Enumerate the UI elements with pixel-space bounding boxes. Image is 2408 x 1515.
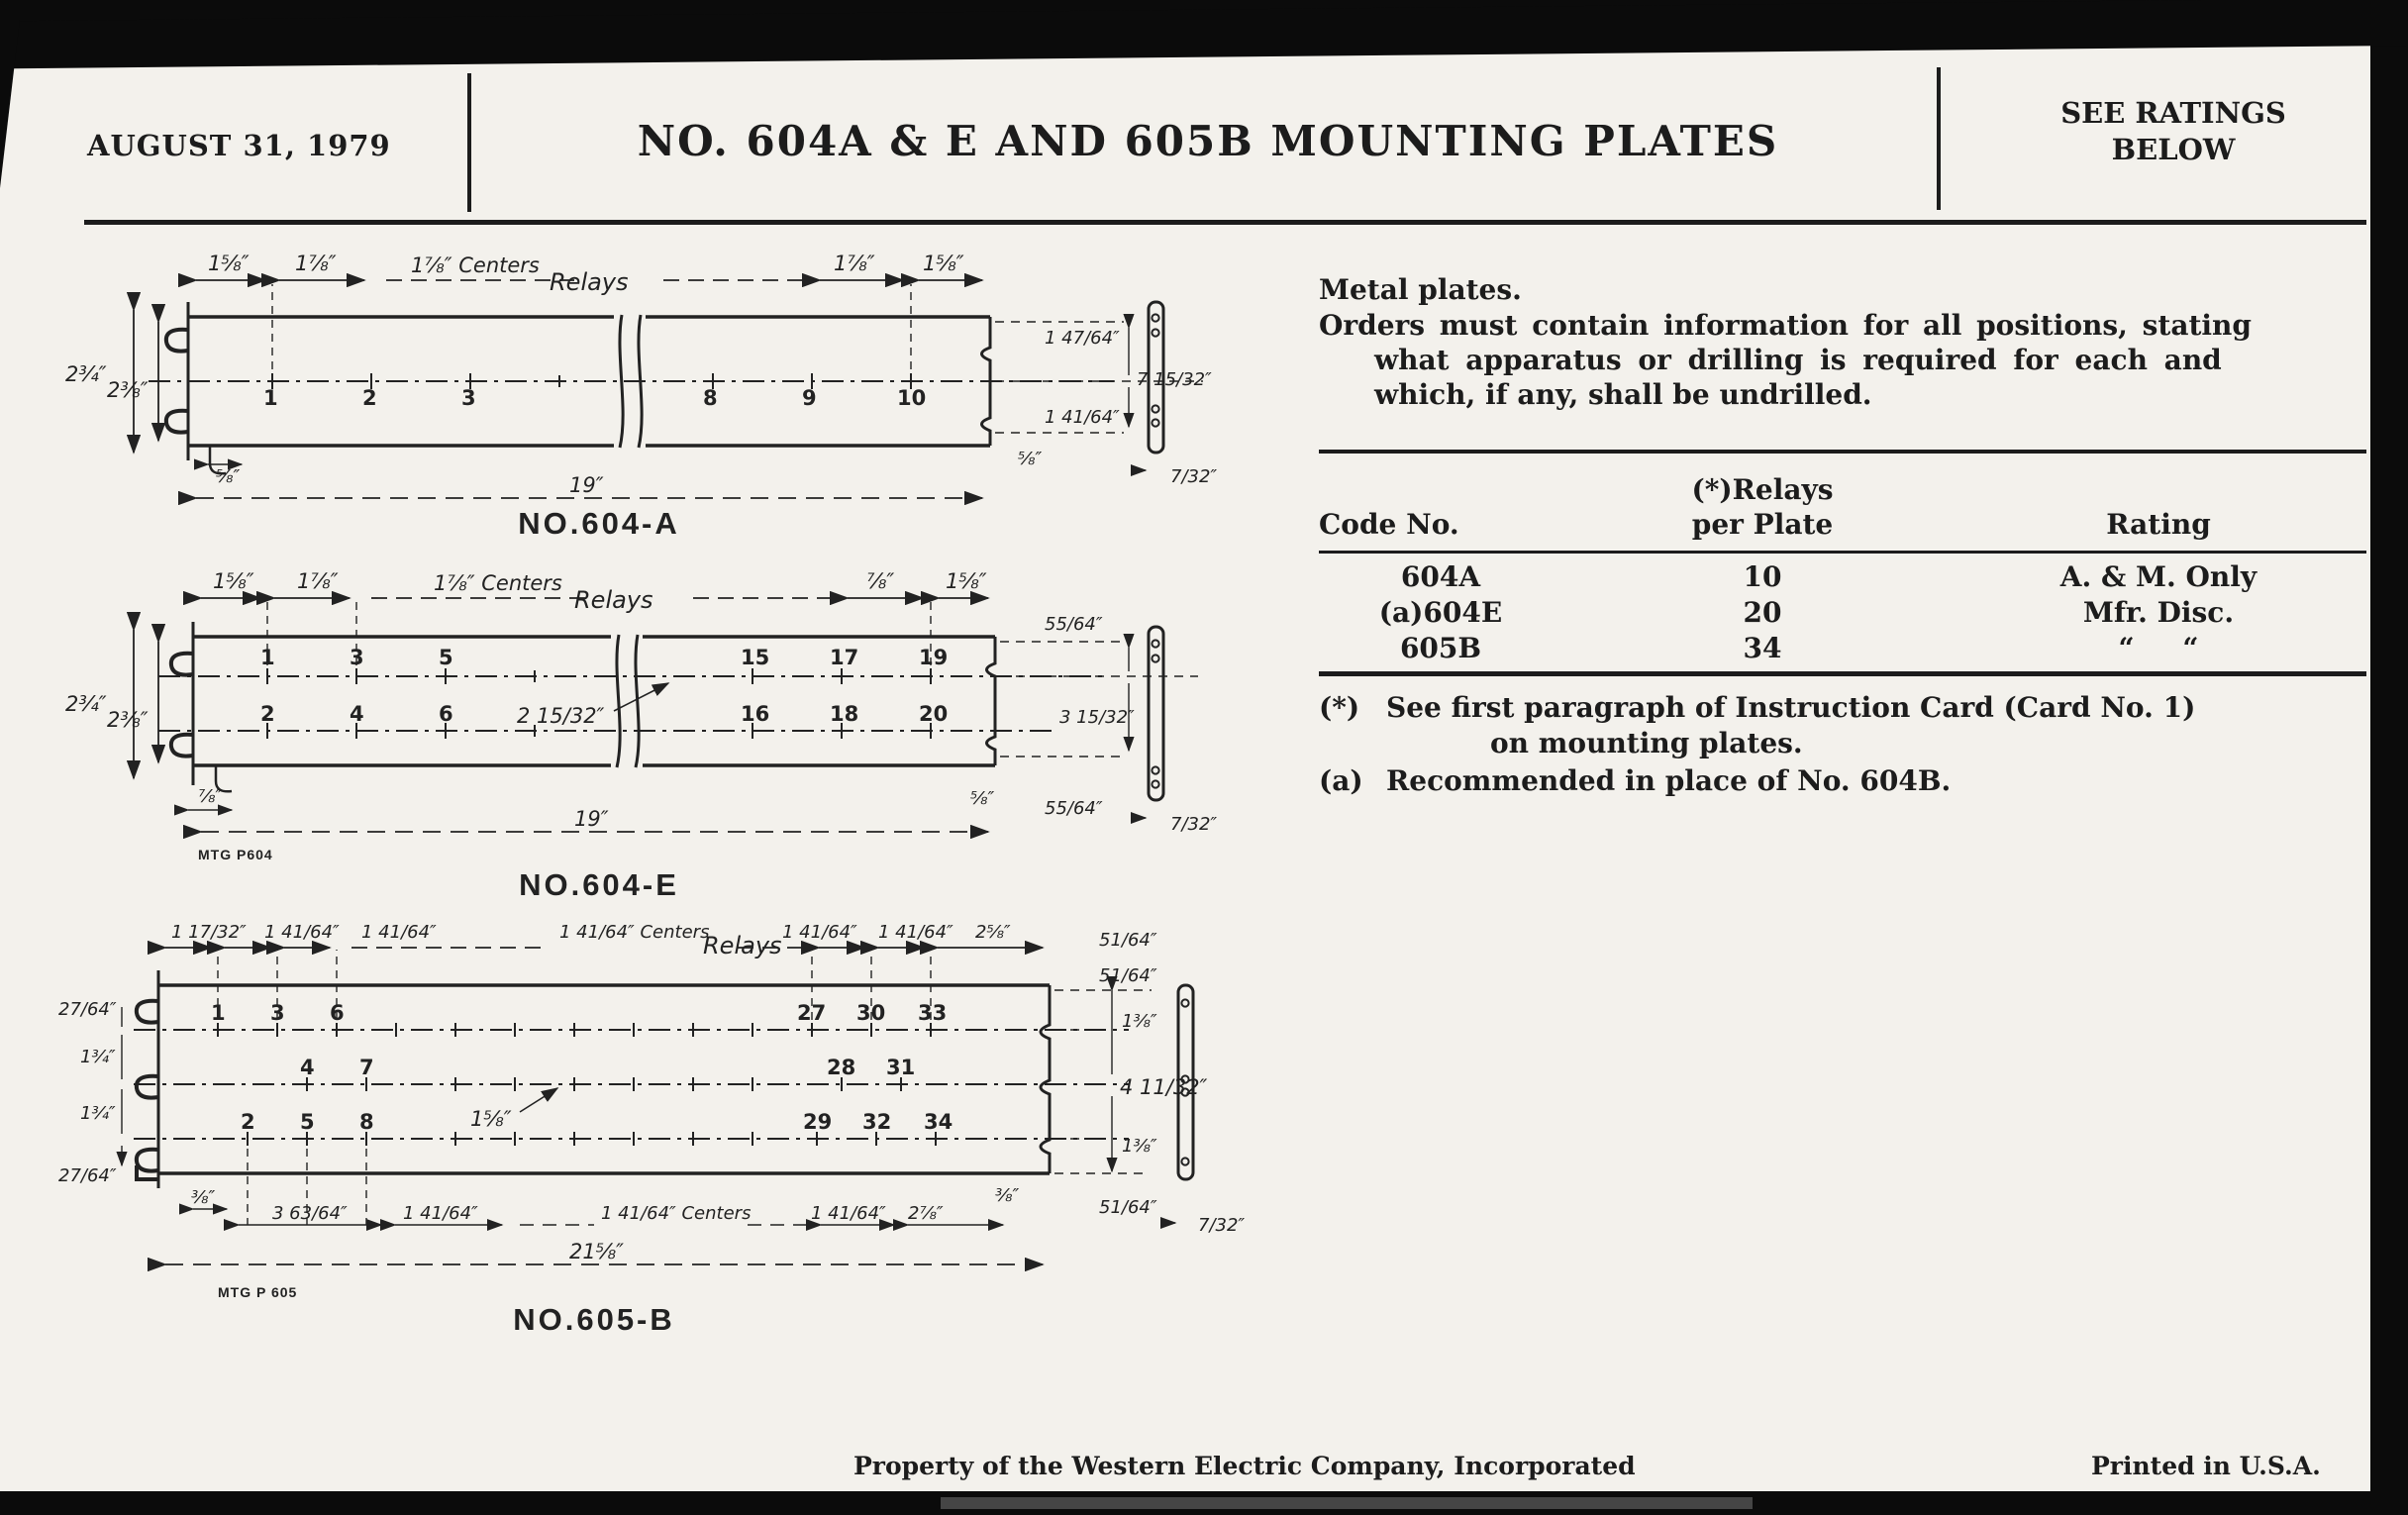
position-number: 6 <box>330 1001 345 1025</box>
note-star-line2: on mounting plates. <box>1490 727 1803 759</box>
dim-label: 1 41/64″ <box>782 922 857 943</box>
dim-label: 1⅞″ Centers <box>411 253 540 277</box>
note-star-marker: (*) <box>1319 691 1360 724</box>
table-row-relays-1: 10 <box>1743 560 1782 593</box>
position-number: 2 <box>260 702 275 726</box>
dim-label: ⅜″ <box>995 1185 1020 1206</box>
note-a-marker: (a) <box>1319 764 1363 797</box>
description-line2: what apparatus or drilling is required for each and <box>1374 344 2222 376</box>
plate-outline-604a <box>166 302 990 473</box>
position-number: 10 <box>897 386 927 410</box>
dim-label: 2 15/32″ <box>517 704 605 728</box>
dim-label: 19″ <box>574 807 609 831</box>
drawing-604a <box>59 252 1248 540</box>
header-rule <box>84 220 2366 225</box>
position-number: 7 <box>359 1056 374 1079</box>
dim-label: 27/64″ <box>58 999 117 1020</box>
dim-label: 1⅞″ Centers <box>434 572 562 595</box>
dim-label: 1⅝″ <box>208 252 250 275</box>
dim-label: ⅞″ <box>198 786 223 807</box>
position-number: 3 <box>350 646 364 669</box>
dim-label: 1 41/64″ <box>361 922 437 943</box>
dim-label: Relays <box>703 932 782 960</box>
ratings-note-line2: BELOW <box>2111 133 2236 166</box>
position-number: 3 <box>270 1001 285 1025</box>
dim-label: 19″ <box>569 473 604 497</box>
dim-label: 1⅞″ <box>834 252 875 275</box>
position-number: 18 <box>830 702 859 726</box>
dim-label: 1 41/64″ <box>811 1203 886 1224</box>
table-rule-mid <box>1319 551 2366 554</box>
position-number: 19 <box>919 646 949 669</box>
dim-label: 1⅞″ <box>297 572 339 593</box>
dimension-lines-604a <box>134 280 1203 498</box>
dim-label: 2¾″ <box>65 692 107 716</box>
dim-label: 2⅞″ <box>908 1203 944 1224</box>
dim-label: 1¾″ <box>80 1047 116 1067</box>
note-star-line1: See first paragraph of Instruction Card (Card No. 1) <box>1386 691 2196 724</box>
column-header-relays-line2: per Plate <box>1691 508 1834 541</box>
dim-label: 3 15/32″ <box>1059 707 1135 728</box>
dim-label: 1 17/32″ <box>171 922 247 943</box>
break-lines-604e <box>611 634 643 768</box>
position-number: 6 <box>439 702 453 726</box>
dim-label: 21⅝″ <box>569 1240 624 1263</box>
dim-label: 27/64″ <box>58 1165 117 1186</box>
drawing-604e <box>59 572 1248 904</box>
dim-label: 7 15/32″ <box>1137 369 1212 390</box>
dim-label: 2⅜″ <box>107 378 149 402</box>
header-date: AUGUST 31, 1979 <box>87 129 391 162</box>
dim-label: 1⅜″ <box>1122 1011 1157 1032</box>
dim-label: 7/32″ <box>1198 1215 1246 1236</box>
dim-label: 2¾″ <box>65 362 107 386</box>
dim-label: 2⅝″ <box>975 922 1011 943</box>
dim-label: 7/32″ <box>1170 466 1218 487</box>
scan-border-top <box>0 0 2408 68</box>
dim-label: 1 41/64″ Centers <box>559 922 710 943</box>
position-number: 5 <box>439 646 453 669</box>
header-divider-right <box>1937 67 1941 210</box>
note-a-text: Recommended in place of No. 604B. <box>1386 764 1952 797</box>
column-header-relays-line1: (*)Relays <box>1691 473 1834 506</box>
position-number: 8 <box>359 1110 374 1134</box>
ratings-note <box>1970 95 2376 168</box>
dim-label: 1⅜″ <box>1122 1136 1157 1157</box>
dim-label: 51/64″ <box>1099 930 1157 951</box>
dim-label: 1⅝″ <box>470 1107 512 1131</box>
dim-label: 51/64″ <box>1099 965 1157 986</box>
dim-label: ⅝″ <box>216 466 241 487</box>
footer-property: Property of the Western Electric Company, Incorporated <box>853 1452 1636 1480</box>
drawing-title-604a: NO.604-A <box>518 506 680 540</box>
table-row-relays-2: 20 <box>1743 596 1782 629</box>
dim-label: 7/32″ <box>1170 814 1218 835</box>
dim-label: 3 63/64″ <box>272 1203 348 1224</box>
dimension-lines-604e <box>134 598 1198 832</box>
position-number: 16 <box>741 702 770 726</box>
position-number: 28 <box>827 1056 856 1079</box>
dim-label: 1 41/64″ <box>264 922 340 943</box>
description-line1: Orders must contain information for all positions, stating <box>1319 309 2252 342</box>
footer-printed: Printed in U.S.A. <box>2091 1452 2321 1480</box>
dim-label: Relays <box>574 586 653 614</box>
dim-label: 51/64″ <box>1099 1197 1157 1218</box>
dim-label: 1⅝″ <box>923 252 964 275</box>
position-number: 32 <box>862 1110 892 1134</box>
dim-label: ⅜″ <box>191 1187 216 1208</box>
dim-label: 1 41/64″ <box>403 1203 478 1224</box>
table-rule-bottom <box>1319 671 2366 676</box>
dim-label: 1⅝″ <box>946 572 987 593</box>
drawing-title-605b: NO.605-B <box>513 1302 675 1337</box>
position-number: 20 <box>919 702 949 726</box>
scan-smudge <box>941 1497 1753 1509</box>
position-number: 2 <box>362 386 377 410</box>
dim-label: ⅝″ <box>1018 449 1043 469</box>
dim-label: 55/64″ <box>1045 614 1103 635</box>
position-number: 1 <box>263 386 278 410</box>
side-view-604e <box>1132 627 1163 818</box>
column-header-code: Code No. <box>1319 508 1459 541</box>
position-number: 4 <box>300 1056 315 1079</box>
dim-label: 1¾″ <box>80 1103 116 1124</box>
table-row-code-3: 605B <box>1399 632 1482 664</box>
dim-label: ⅞″ <box>866 572 895 593</box>
description-intro: Metal plates. <box>1319 273 1522 306</box>
drawing-title-604e: NO.604-E <box>519 867 679 902</box>
table-row-rating-2: Mfr. Disc. <box>2082 596 2235 629</box>
position-number: 34 <box>924 1110 953 1134</box>
position-number: 31 <box>886 1056 916 1079</box>
side-view-605b <box>1161 985 1193 1223</box>
position-number: 3 <box>461 386 476 410</box>
position-number: 33 <box>918 1001 948 1025</box>
column-header-rating: Rating <box>2106 508 2211 541</box>
table-row-rating-1: A. & M. Only <box>2059 560 2258 593</box>
mtg-note: MTG P 605 <box>218 1284 298 1300</box>
dim-label: 55/64″ <box>1045 798 1103 819</box>
mtg-note: MTG P604 <box>198 847 273 862</box>
position-number: 30 <box>856 1001 886 1025</box>
position-number: 15 <box>741 646 770 669</box>
centerlines-605b <box>134 950 1129 1225</box>
ratings-note-line1: SEE RATINGS <box>2060 96 2286 130</box>
drawing-605b <box>54 916 1262 1337</box>
dim-label: 1 41/64″ Centers <box>601 1203 752 1224</box>
position-number: 27 <box>797 1001 827 1025</box>
description-line3: which, if any, shall be undrilled. <box>1374 378 1872 411</box>
position-number: 9 <box>802 386 817 410</box>
dim-label: ⅝″ <box>970 788 995 809</box>
table-row-relays-3: 34 <box>1743 632 1782 664</box>
table-row-code-1: 604A <box>1400 560 1481 593</box>
table-row-rating-3: “ “ <box>2118 632 2199 664</box>
dim-label: Relays <box>550 268 629 296</box>
position-number: 5 <box>300 1110 315 1134</box>
position-number: 17 <box>830 646 859 669</box>
position-number: 1 <box>260 646 275 669</box>
dim-label: 4 11/32″ <box>1120 1075 1208 1099</box>
table-rule-top <box>1319 450 2366 454</box>
scan-corner-artifact <box>0 20 20 188</box>
dim-label: 1⅞″ <box>295 252 337 275</box>
dim-label: 1⅝″ <box>213 572 254 593</box>
dim-label: 1 41/64″ <box>878 922 953 943</box>
header-divider-left <box>467 73 471 212</box>
dim-label: 2⅜″ <box>107 708 149 732</box>
position-number: 2 <box>241 1110 255 1134</box>
page-title: NO. 604A & E AND 605B MOUNTING PLATES <box>637 117 1779 165</box>
position-number: 1 <box>211 1001 226 1025</box>
table-row-code-2: (a)604E <box>1378 596 1503 629</box>
position-number: 4 <box>350 702 364 726</box>
position-number: 29 <box>803 1110 833 1134</box>
document-page <box>0 38 2370 1491</box>
dim-label: 1 47/64″ <box>1045 328 1120 349</box>
dim-label: 1 41/64″ <box>1045 407 1120 428</box>
position-number: 8 <box>703 386 718 410</box>
